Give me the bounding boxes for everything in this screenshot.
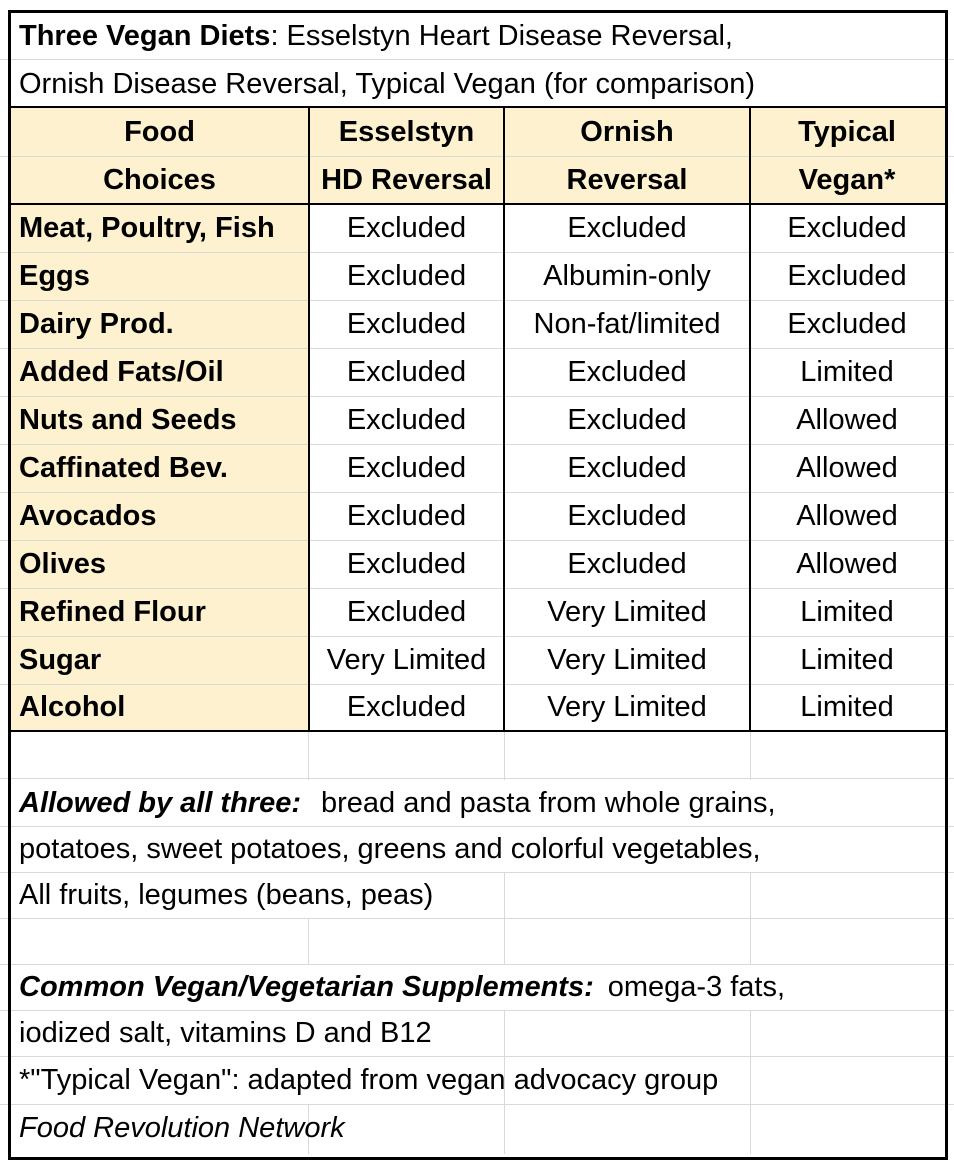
allowed-line-1 <box>11 780 941 826</box>
row-esselstyn: Excluded <box>346 211 467 244</box>
header-ornish-2: Reversal <box>566 163 688 196</box>
row-ornish: Excluded <box>567 355 687 388</box>
row-typical: Excluded <box>787 307 907 340</box>
title-line-2: Ornish Disease Reversal, Typical Vegan (for comparison) <box>19 67 756 100</box>
row-typical: Excluded <box>787 211 907 244</box>
header-food-2: Choices <box>103 163 216 196</box>
row-esselstyn: Excluded <box>346 403 467 436</box>
supplements-text-1: omega-3 fats, <box>607 970 786 1003</box>
allowed-label: Allowed by all three: <box>19 786 301 819</box>
title-line-1 <box>11 12 941 60</box>
allowed-line-3: All fruits, legumes (beans, peas) <box>19 878 434 911</box>
row-ornish: Very Limited <box>547 595 707 628</box>
row-typical: Limited <box>800 691 894 723</box>
row-ornish: Excluded <box>567 499 687 532</box>
row-ornish: Excluded <box>567 547 687 580</box>
title-rest: : Esselstyn Heart Disease Reversal, <box>270 19 733 52</box>
row-esselstyn: Excluded <box>346 691 467 723</box>
row-food: Nuts and Seeds <box>19 403 237 436</box>
row-ornish: Excluded <box>567 451 687 484</box>
allowed-text-1: bread and pasta from whole grains, <box>321 786 776 819</box>
row-food: Refined Flour <box>19 595 206 628</box>
row-food: Eggs <box>19 259 90 292</box>
row-typical: Allowed <box>796 547 898 580</box>
row-esselstyn: Excluded <box>346 355 467 388</box>
header-typical-2: Vegan* <box>798 163 896 196</box>
row-esselstyn: Excluded <box>346 307 467 340</box>
row-ornish: Very Limited <box>547 643 707 676</box>
row-typical: Limited <box>800 355 894 388</box>
supplements-line-2: iodized salt, vitamins D and B12 <box>19 1016 432 1049</box>
footnote-line-1: *"Typical Vegan": adapted from vegan advocacy group <box>19 1063 719 1096</box>
row-typical: Excluded <box>787 259 907 292</box>
row-typical: Allowed <box>796 499 898 532</box>
row-food: Meat, Poultry, Fish <box>19 211 275 244</box>
row-esselstyn: Excluded <box>346 547 467 580</box>
row-ornish: Excluded <box>567 211 687 244</box>
row-typical: Limited <box>800 595 894 628</box>
row-food: Alcohol <box>19 691 126 723</box>
row-typical: Limited <box>800 643 894 676</box>
title-bold: Three Vegan Diets <box>19 19 271 52</box>
row-typical: Allowed <box>796 451 898 484</box>
row-esselstyn: Excluded <box>346 499 467 532</box>
header-esselstyn-2: HD Reversal <box>321 163 492 196</box>
row-ornish: Very Limited <box>547 691 707 723</box>
header-ornish-1: Ornish <box>580 115 674 148</box>
row-ornish: Albumin-only <box>543 259 711 292</box>
row-typical: Allowed <box>796 403 898 436</box>
row-esselstyn: Excluded <box>346 451 467 484</box>
header-typical-1: Typical <box>798 115 896 148</box>
allowed-line-2: potatoes, sweet potatoes, greens and colorful vegetables, <box>19 832 761 865</box>
row-esselstyn: Very Limited <box>326 643 487 676</box>
row-food: Dairy Prod. <box>19 307 174 340</box>
row-ornish: Excluded <box>567 403 687 436</box>
row-food: Added Fats/Oil <box>19 355 224 388</box>
row-esselstyn: Excluded <box>346 595 467 628</box>
row-food: Sugar <box>19 643 102 676</box>
header-food-1: Food <box>124 115 195 148</box>
row-esselstyn: Excluded <box>346 259 467 292</box>
row-food: Caffinated Bev. <box>19 451 228 484</box>
row-ornish: Non-fat/limited <box>533 307 721 340</box>
header-esselstyn-1: Esselstyn <box>338 115 475 148</box>
footnote-line-2: Food Revolution Network <box>19 1111 345 1144</box>
row-food: Avocados <box>19 499 157 532</box>
supplements-label: Common Vegan/Vegetarian Supplements: <box>19 970 594 1003</box>
supplements-line-1 <box>11 964 941 1010</box>
row-food: Olives <box>19 547 107 580</box>
